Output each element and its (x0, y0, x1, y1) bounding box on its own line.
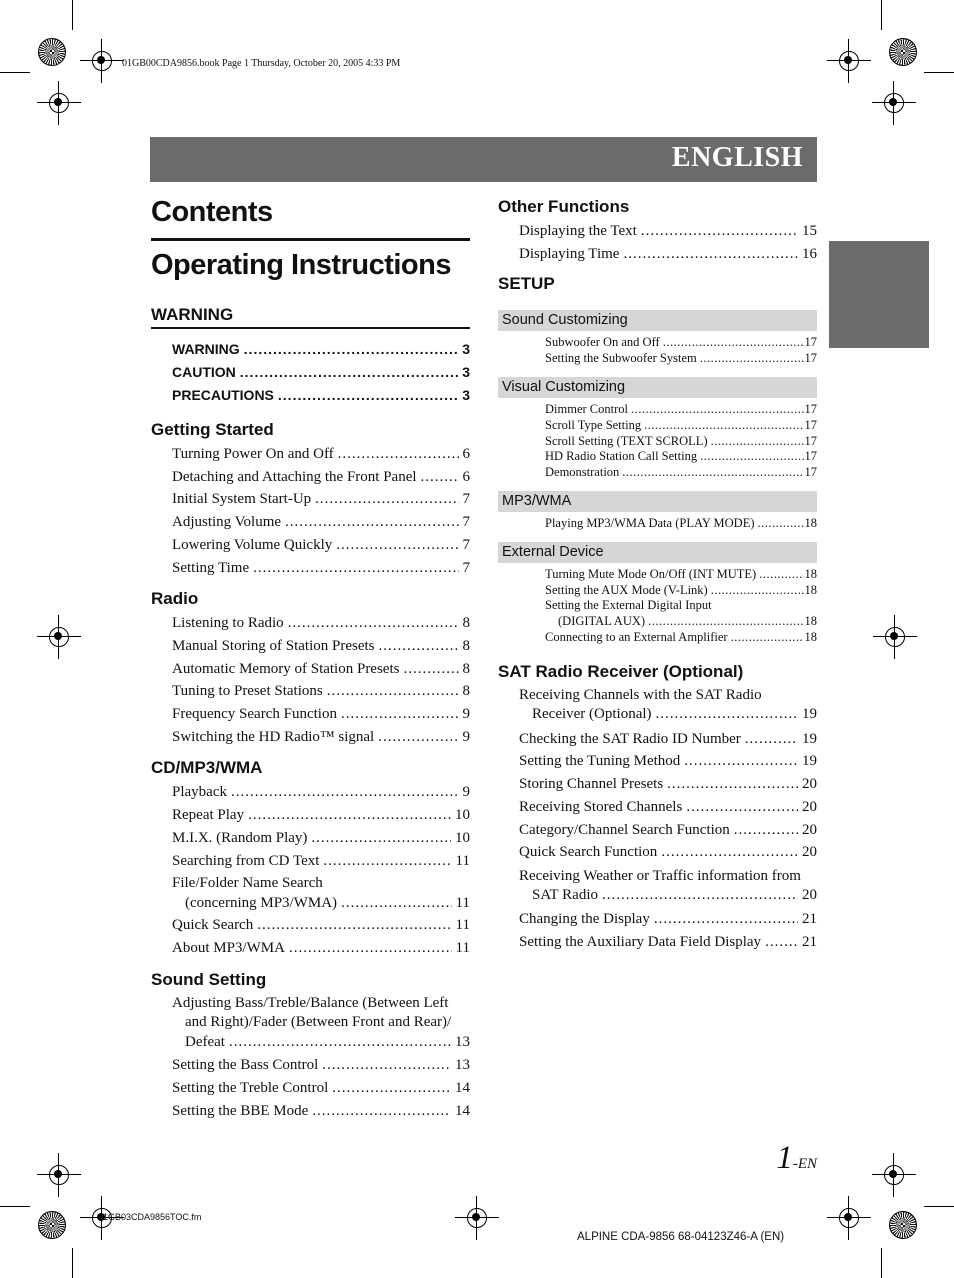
toc-entry[interactable]: About MP3/WMA ..... 11 (151, 937, 470, 960)
section-heading: SAT Radio Receiver (Optional) (498, 661, 744, 681)
toc-entry[interactable]: Setting the Subwoofer System ..... 17 (498, 351, 817, 367)
toc-entry[interactable]: Automatic Memory of Station Presets ..... 8 (151, 658, 470, 681)
registration-star-top-right (889, 38, 917, 66)
trim-line (881, 1248, 882, 1278)
toc-entry[interactable]: CAUTION ..... 3 (151, 361, 470, 384)
section-heading: WARNING (151, 305, 470, 329)
footer-model: ALPINE CDA-9856 68-04123Z46-A (EN) (577, 1231, 785, 1243)
toc-entry[interactable]: Setting the Treble Control ..... 14 (151, 1077, 470, 1100)
toc-entry[interactable]: Initial System Start-Up ..... 7 (151, 488, 470, 511)
side-tab (829, 241, 929, 348)
subsection-external-device: External Device (498, 542, 817, 563)
toc-left-column (151, 192, 470, 1122)
section-radio (151, 589, 470, 748)
print-header-info: 01GB00CDA9856.book Page 1 Thursday, October 20, 2005 4:33 PM (122, 58, 401, 69)
toc-entry[interactable]: Receiving Channels with the SAT Radio Receiver (Optional) ..... 19 (498, 686, 817, 728)
crosshair-mark (455, 1196, 499, 1240)
section-cd-mp3-wma (151, 758, 470, 959)
toc-entry[interactable]: Turning Mute Mode On/Off (INT MUTE) ..... 18 (498, 567, 817, 583)
section-warning (151, 305, 470, 407)
toc-entry[interactable]: Setting the Tuning Method ..... 19 (498, 750, 817, 773)
section-sat-radio (498, 662, 817, 954)
toc-entry[interactable]: Turning Power On and Off ..... 6 (151, 443, 470, 466)
toc-entry[interactable]: Tuning to Preset Stations ..... 8 (151, 680, 470, 703)
subsection-visual-customizing: Visual Customizing (498, 377, 817, 398)
subsection-sound-customizing: Sound Customizing (498, 310, 817, 331)
crosshair-mark (873, 615, 917, 659)
toc-entry[interactable]: Displaying the Text ..... 15 (498, 220, 817, 243)
toc-entry[interactable]: Quick Search Function ..... 20 (498, 841, 817, 864)
section-sound-setting (151, 970, 470, 1123)
toc-entry[interactable]: Storing Channel Presets ..... 20 (498, 773, 817, 796)
section-heading: Sound Setting (151, 969, 267, 989)
trim-line (72, 0, 73, 30)
toc-entry[interactable]: Dimmer Control ..... 17 (498, 402, 817, 418)
toc-entry[interactable]: Demonstration ..... 17 (498, 465, 817, 481)
toc-entry[interactable]: Connecting to an External Amplifier ..... 18 (498, 630, 817, 646)
crosshair-mark (827, 1196, 871, 1240)
toc-entry[interactable]: Setting the Bass Control ..... 13 (151, 1054, 470, 1077)
toc-entry[interactable]: Adjusting Bass/Treble/Balance (Between Left and Right)/Fader (Between Front and Rear)/ Defeat ..... 13 (151, 994, 470, 1055)
toc-entry[interactable]: Receiving Stored Channels ..... 20 (498, 796, 817, 819)
registration-star-bottom-right (889, 1211, 917, 1239)
section-other-functions (498, 197, 817, 265)
toc-entry[interactable]: Detaching and Attaching the Front Panel ..... 6 (151, 466, 470, 489)
toc-entry[interactable]: File/Folder Name Search (concerning MP3/WMA) ..... 11 (151, 872, 470, 914)
toc-entry[interactable]: Setting the AUX Mode (V-Link) ..... 18 (498, 583, 817, 599)
trim-line (0, 1206, 30, 1207)
toc-entry[interactable]: Setting the BBE Mode ..... 14 (151, 1100, 470, 1123)
toc-entry[interactable]: Lowering Volume Quickly ..... 7 (151, 534, 470, 557)
section-setup (498, 274, 817, 645)
contents-title: Contents (151, 192, 470, 241)
crosshair-mark (37, 81, 81, 125)
toc-entry[interactable]: Playback ..... 9 (151, 781, 470, 804)
crosshair-mark (872, 1153, 916, 1197)
page-number: 1-EN (776, 1140, 817, 1176)
toc-entry[interactable]: Repeat Play ..... 10 (151, 804, 470, 827)
registration-star-bottom-left (38, 1211, 66, 1239)
toc-entry[interactable]: Subwoofer On and Off ..... 17 (498, 335, 817, 351)
toc-entry[interactable]: Changing the Display ..... 21 (498, 908, 817, 931)
trim-line (72, 1248, 73, 1278)
trim-line (0, 72, 30, 73)
toc-entry[interactable]: Playing MP3/WMA Data (PLAY MODE) ..... 18 (498, 516, 817, 532)
section-heading: CD/MP3/WMA (151, 758, 263, 778)
toc-entry[interactable]: Setting Time ..... 7 (151, 557, 470, 580)
toc-entry[interactable]: Searching from CD Text ..... 11 (151, 850, 470, 873)
crosshair-mark (37, 615, 81, 659)
crosshair-mark (872, 81, 916, 125)
crosshair-mark (80, 39, 124, 83)
toc-entry[interactable]: Setting the Auxiliary Data Field Display ..... 21 (498, 931, 817, 954)
trim-line (924, 1206, 954, 1207)
toc-entry[interactable]: Frequency Search Function ..... 9 (151, 703, 470, 726)
toc-entry[interactable]: Listening to Radio ..... 8 (151, 612, 470, 635)
toc-entry[interactable]: Setting the External Digital Input (DIGITAL AUX) ..... 18 (498, 598, 817, 630)
crosshair-mark (827, 39, 871, 83)
subsection-mp3-wma: MP3/WMA (498, 491, 817, 512)
language-banner (150, 137, 817, 182)
toc-entry[interactable]: WARNING ..... 3 (151, 338, 470, 361)
section-heading: Radio (151, 589, 199, 609)
section-getting-started (151, 420, 470, 579)
banner-title: ENGLISH (671, 142, 803, 173)
toc-entry[interactable]: Category/Channel Search Function ..... 20 (498, 819, 817, 842)
toc-entry[interactable]: HD Radio Station Call Setting ..... 17 (498, 449, 817, 465)
trim-line (924, 72, 954, 73)
toc-right-column (498, 192, 817, 953)
toc-entry[interactable]: Displaying Time ..... 16 (498, 243, 817, 266)
section-heading: Getting Started (151, 420, 274, 439)
section-heading: SETUP (498, 274, 555, 294)
toc-entry[interactable]: PRECAUTIONS ..... 3 (151, 384, 470, 407)
trim-line (881, 0, 882, 30)
toc-entry[interactable]: Receiving Weather or Traffic information from SAT Radio ..... 20 (498, 864, 817, 908)
section-heading: Other Functions (498, 197, 630, 216)
crosshair-mark (37, 1153, 81, 1197)
toc-entry[interactable]: Scroll Type Setting ..... 17 (498, 418, 817, 434)
footer-filename: 01GB03CDA9856TOC.fm (98, 1212, 202, 1222)
operating-instructions-title: Operating Instructions (151, 249, 451, 281)
toc-entry[interactable]: Scroll Setting (TEXT SCROLL) ..... 17 (498, 434, 817, 450)
toc-entry[interactable]: Switching the HD Radio™ signal ..... 9 (151, 726, 470, 749)
toc-entry[interactable]: M.I.X. (Random Play) ..... 10 (151, 827, 470, 850)
toc-entry[interactable]: Quick Search ..... 11 (151, 914, 470, 937)
toc-entry[interactable]: Checking the SAT Radio ID Number ..... 19 (498, 728, 817, 751)
registration-star-top-left (38, 38, 66, 66)
toc-entry[interactable]: Adjusting Volume ..... 7 (151, 511, 470, 534)
toc-entry[interactable]: Manual Storing of Station Presets ..... 8 (151, 635, 470, 658)
